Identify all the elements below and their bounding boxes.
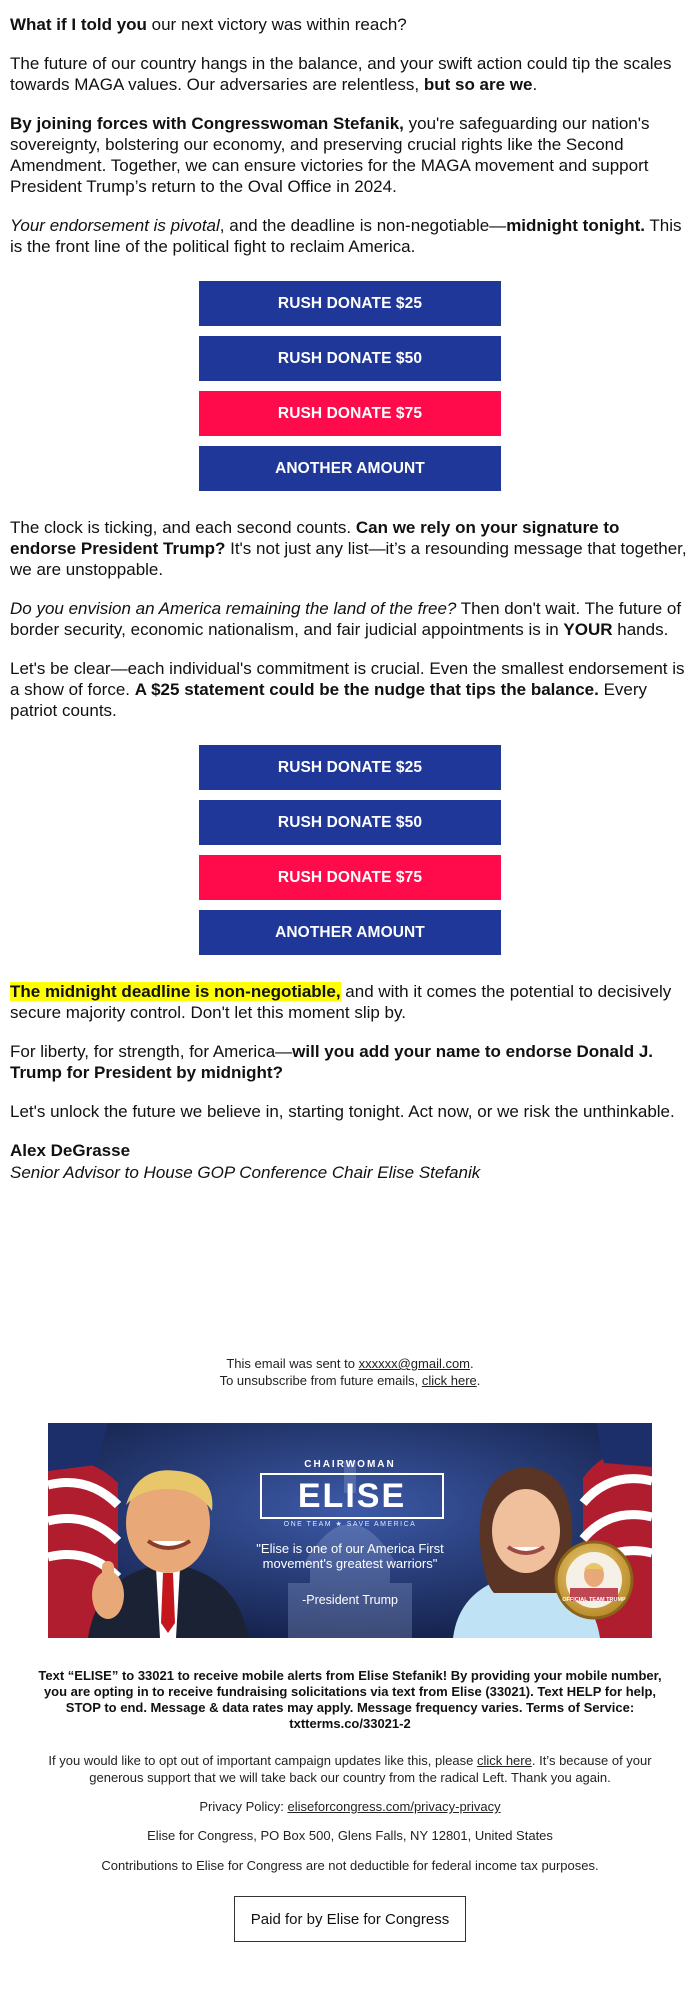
donate-50-button[interactable]: RUSH DONATE $50 bbox=[199, 800, 501, 845]
p4-text: , and the deadline is non-negotiable— bbox=[219, 216, 507, 235]
p10-text: Let's unlock the future we believe in, starting tonight. Act now, or we risk the unthinkable. bbox=[10, 1102, 675, 1121]
paragraph-10 bbox=[10, 1101, 690, 1122]
donate-50-button[interactable]: RUSH DONATE $50 bbox=[199, 336, 501, 381]
paragraph-3 bbox=[10, 113, 690, 197]
p6-end: hands. bbox=[612, 620, 669, 639]
banner-quote: "Elise is one of our America First movement's greatest warriors" bbox=[256, 1541, 444, 1571]
banner-chairwoman-label: CHAIRWOMAN bbox=[304, 1459, 396, 1470]
intro-bold: What if I told you bbox=[10, 15, 147, 34]
p2-text: The future of our country hangs in the balance, and your swift action could tip the scales towards MAGA values. Our adversaries are relentless, bbox=[10, 54, 672, 94]
paragraph-7 bbox=[10, 658, 690, 721]
opt-out-prefix: If you would like to opt out of important campaign updates like this, please bbox=[48, 1753, 477, 1768]
donate-25-button[interactable]: RUSH DONATE $25 bbox=[199, 281, 501, 326]
privacy-label: Privacy Policy: bbox=[199, 1799, 288, 1814]
p3-bold: By joining forces with Congresswoman Stefanik, bbox=[10, 114, 404, 133]
recipient-email-link[interactable]: xxxxxx@gmail.com bbox=[358, 1356, 471, 1371]
p4-italic: Your endorsement is pivotal bbox=[10, 216, 220, 235]
p6-text: Then don't wait. The future of border security, economic nationalism, and fair judicial appointments is in bbox=[10, 599, 682, 639]
paragraph-5 bbox=[10, 517, 690, 580]
paragraph-8 bbox=[10, 981, 690, 1023]
opt-out-paragraph bbox=[10, 1752, 690, 1786]
banner-seal-label: OFFICIAL TEAM TRUMP bbox=[562, 1597, 626, 1603]
donate-75-button[interactable]: RUSH DONATE $75 bbox=[199, 391, 501, 436]
banner-quote-attribution: -President Trump bbox=[302, 1593, 398, 1607]
unsubscribe-line bbox=[10, 1372, 690, 1389]
donate-75-button[interactable]: RUSH DONATE $75 bbox=[199, 855, 501, 900]
donate-button-group-2 bbox=[10, 745, 690, 955]
opt-out-suffix: . It’s because of your generous support that we will take back our country from the radical Left. Thank you again. bbox=[89, 1753, 652, 1785]
p7-end: Every patriot counts. bbox=[10, 680, 648, 720]
p9-text: For liberty, for strength, for America— bbox=[10, 1042, 293, 1061]
banner-text-layer bbox=[48, 1423, 652, 1638]
sms-terms-link[interactable]: txtterms.co/33021-2 bbox=[289, 1716, 411, 1731]
sent-to-prefix: This email was sent to bbox=[226, 1356, 359, 1371]
donate-other-amount-button[interactable]: ANOTHER AMOUNT bbox=[199, 446, 501, 491]
banner-tagline: ONE TEAM ★ SAVE AMERICA bbox=[283, 1521, 417, 1528]
paid-for-by-box: Paid for by Elise for Congress bbox=[234, 1896, 466, 1942]
p5-text: The clock is ticking, and each second counts. bbox=[10, 518, 356, 537]
tax-disclaimer: Contributions to Elise for Congress are not deductible for federal income tax purposes. bbox=[101, 1858, 599, 1873]
paragraph-2 bbox=[10, 53, 690, 95]
donate-button-group-1 bbox=[10, 281, 690, 491]
sms-text: Text “ELISE” to 33021 to receive mobile alerts from Elise Stefanik! By providing your mobile number, you are opting in to receive fundraising solicitations via text from Elise (33021). Text HELP for help, STOP to end. Message & data rates may apply. Message frequency varies. Terms of Service: bbox=[38, 1668, 662, 1715]
signature-title: Senior Advisor to House GOP Conference Chair Elise Stefanik bbox=[10, 1163, 481, 1182]
paragraph-9 bbox=[10, 1041, 690, 1083]
p8-text: and with it comes the potential to decisively secure majority control. Don't let this moment slip by. bbox=[10, 982, 672, 1022]
sent-to-suffix: . bbox=[470, 1356, 474, 1371]
sms-disclaimer bbox=[38, 1668, 662, 1732]
donate-25-button[interactable]: RUSH DONATE $25 bbox=[199, 745, 501, 790]
p8-highlight: The midnight deadline is non-negotiable, bbox=[10, 982, 341, 1001]
unsubscribe-link[interactable]: click here bbox=[421, 1373, 477, 1388]
signature-name: Alex DeGrasse bbox=[10, 1141, 131, 1160]
p6-italic: Do you envision an America remaining the land of the free? bbox=[10, 599, 457, 618]
privacy-policy-line bbox=[10, 1798, 690, 1815]
p3-text: you're safeguarding our nation's sovereignty, bolstering our economy, and preserving crucial rights like the Second Amendment. Together, we can ensure victories for the MAGA movement and support President Trump’s return to the Oval Office in 2024. bbox=[10, 114, 650, 196]
campaign-banner[interactable] bbox=[48, 1423, 652, 1638]
p9-bold: will you add your name to endorse Donald J. Trump for President by midnight? bbox=[10, 1042, 654, 1082]
intro-paragraph bbox=[10, 14, 690, 35]
p6-bold: YOUR bbox=[563, 620, 613, 639]
unsubscribe-suffix: . bbox=[476, 1373, 481, 1388]
mailing-address: Elise for Congress, PO Box 500, Glens Falls, NY 12801, United States bbox=[147, 1828, 553, 1843]
p2-bold: but so are we bbox=[423, 75, 533, 94]
p2-end: . bbox=[532, 75, 538, 94]
donate-other-amount-button[interactable]: ANOTHER AMOUNT bbox=[199, 910, 501, 955]
sent-to-line bbox=[10, 1355, 690, 1372]
email-footer bbox=[10, 1355, 690, 1389]
p4-bold: midnight tonight. bbox=[506, 216, 645, 235]
p4-end: This is the front line of the political fight to reclaim America. bbox=[10, 216, 682, 256]
email-body bbox=[10, 0, 690, 1942]
privacy-policy-link[interactable]: eliseforcongress.com/privacy-privacy bbox=[287, 1799, 501, 1814]
p5-bold: Can we rely on your signature to endorse President Trump? bbox=[10, 518, 620, 558]
opt-out-link[interactable]: click here bbox=[476, 1753, 532, 1768]
unsubscribe-prefix: To unsubscribe from future emails, bbox=[219, 1373, 422, 1388]
p7-bold: A $25 statement could be the nudge that tips the balance. bbox=[134, 680, 599, 699]
paragraph-4 bbox=[10, 215, 690, 257]
p7-text: Let's be clear—each individual's commitment is crucial. Even the smallest endorsement is a show of force. bbox=[10, 659, 685, 699]
intro-text: our next victory was within reach? bbox=[146, 15, 407, 34]
p5-end: It's not just any list—it’s a resounding message that together, we are unstoppable. bbox=[10, 539, 687, 579]
banner-elise-logo: ELISE bbox=[260, 1473, 444, 1519]
paragraph-6 bbox=[10, 598, 690, 640]
